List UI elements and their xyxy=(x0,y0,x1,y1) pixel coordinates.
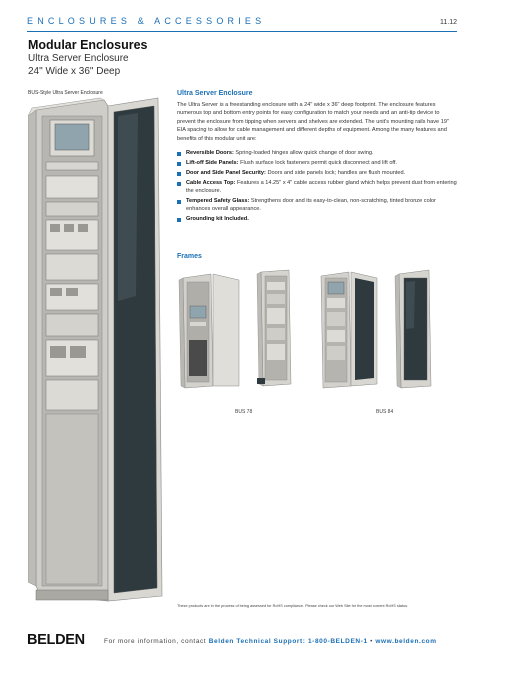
frame-label-bus78: BUS 78 xyxy=(235,409,253,415)
enclosure-photo xyxy=(28,96,170,604)
feature-item xyxy=(177,150,459,158)
page-subtitle: Ultra Server Enclosure xyxy=(28,53,129,64)
frame-label-bus84: BUS 84 xyxy=(376,409,394,415)
frame-bus84-photo xyxy=(317,268,457,393)
belden-logo: BELDEN xyxy=(27,632,85,648)
footer-separator: • xyxy=(367,638,376,645)
footer-support-label: Belden Technical Support: xyxy=(208,638,308,645)
bullet-square-icon xyxy=(177,162,181,166)
bullet-square-icon xyxy=(177,200,181,204)
bullet-square-icon xyxy=(177,218,181,222)
feature-text: Strengthens door and its easy-to-clean, non-scratching, tinted bronze color enhances overall appearance. xyxy=(186,197,436,212)
feature-text: Spring-loaded hinges allow quick change of door swing. xyxy=(233,150,374,156)
feature-label: Door and Side Panel Security: xyxy=(186,170,266,177)
feature-label: Tempered Safety Glass: xyxy=(186,197,250,204)
header-rule xyxy=(27,31,457,32)
intro-paragraph: The Ultra Server is a freestanding enclosure with a 24" wide x 36" deep footprint. The enclosure features numerous top and bottom entry points for easy configuration to match your needs and an anti-tip device to prevent the enclosure from tipping when servers and shelves are extended. The unit's mounting rails have 19" EIA spacing to allow for cable management and different depths of equipment. Among the many features and benefits of this modular unit are: xyxy=(177,102,449,142)
frame-bus78-photo xyxy=(177,268,307,393)
footer-prefix: For more information, contact xyxy=(104,638,209,645)
feature-text: Features a 14.25" x 4" cable access rubber gland which helps prevent dust from entering the enclosure. xyxy=(186,180,457,194)
feature-list xyxy=(177,150,459,226)
footer-contact xyxy=(104,638,437,645)
feature-item xyxy=(177,216,459,224)
frames-heading: Frames xyxy=(177,253,202,260)
rohs-note: These products are in the process of being assessed for RoHS compliance. Please check our Web Site for the most current RoHS status. xyxy=(177,604,409,608)
feature-item xyxy=(177,160,459,168)
feature-text: Doors and side panels lock; handles are flush mounted. xyxy=(265,170,406,177)
footer-phone: 1-800-BELDEN-1 xyxy=(307,638,368,645)
feature-label: Grounding kit Included. xyxy=(186,215,249,222)
page-number: 11.12 xyxy=(440,19,457,26)
feature-item xyxy=(177,180,459,195)
page-title: Modular Enclosures xyxy=(28,38,148,52)
feature-label: Reversible Doors: xyxy=(186,150,234,156)
footer-website-link[interactable]: www.belden.com xyxy=(375,638,437,645)
section-header: ENCLOSURES & ACCESSORIES xyxy=(27,16,266,26)
page-dimensions: 24" Wide x 36" Deep xyxy=(28,66,121,77)
section-heading: Ultra Server Enclosure xyxy=(177,90,253,97)
bullet-square-icon xyxy=(177,172,181,176)
bullet-square-icon xyxy=(177,182,181,186)
feature-label: Cable Access Top: xyxy=(186,180,236,187)
feature-item xyxy=(177,198,459,213)
feature-item xyxy=(177,170,459,178)
feature-label: Lift-off Side Panels: xyxy=(186,160,239,167)
photo-caption: BUS-Style Ultra Server Enclosure xyxy=(28,90,103,96)
bullet-square-icon xyxy=(177,152,181,156)
feature-text: Flush surface lock fasteners permit quick disconnect and lift off. xyxy=(238,160,397,167)
